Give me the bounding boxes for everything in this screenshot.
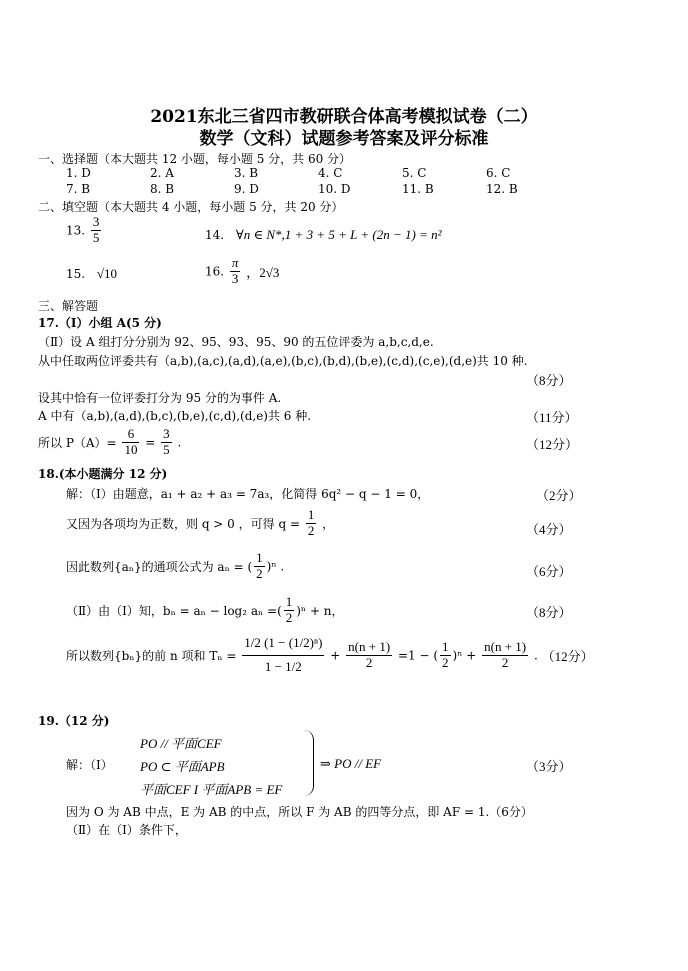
q18-line5-mid: =1 − ( xyxy=(397,648,439,663)
answer-item: 7. B xyxy=(66,182,91,196)
q19-lead: 解：（Ⅰ） xyxy=(66,758,113,772)
q18-half-fraction xyxy=(254,551,265,582)
denominator: 1 − 1/2 xyxy=(242,655,324,675)
q18-line3 xyxy=(66,551,284,582)
exponent-n: )ⁿ . xyxy=(266,559,285,574)
q17-prob-label: 所以 P（A）= xyxy=(38,435,117,450)
q15-label: 15. xyxy=(66,267,86,281)
comma: ， xyxy=(322,516,335,531)
q17-score-11: （11分） xyxy=(526,410,578,425)
q18-line4-text: （Ⅱ）由（Ⅰ）知，bₙ = aₙ − log₂ aₙ =( xyxy=(66,603,282,618)
answer-item: 2. A xyxy=(150,166,174,180)
answer-item: 12. B xyxy=(486,182,518,196)
answer-item: 11. B xyxy=(402,182,434,196)
q17-line2: 从中任取两位评委共有（a,b),(a,c),(a,d),(a,e),(b,c),(b,d),(b,e),(c,d),(c,e),(d,e)共 10 种. xyxy=(38,354,528,368)
q19-line2: 因为 O 为 AB 中点，E 为 AB 的中点，所以 F 为 AB 的四等分点，即 AF = 1.（6分） xyxy=(66,805,533,819)
q18-line3-text: 因此数列{aₙ}的通项公式为 aₙ = ( xyxy=(66,559,253,574)
q19-condition-1: PO // 平面CEF xyxy=(140,736,222,751)
q18-line5 xyxy=(66,636,594,675)
q18-heading: 18.(本小题满分 12 分) xyxy=(38,467,168,481)
numerator: 1 xyxy=(442,639,449,654)
fill-answer-13 xyxy=(66,215,103,246)
denominator: 10 xyxy=(124,441,138,457)
exam-title: 2021东北三省四市教研联合体高考模拟试卷（二） xyxy=(150,107,538,127)
q18-line1: 解：（Ⅰ）由题意，a₁ + a₂ + a₃ = 7a₃，化简得 6q² − q − 1 = 0， xyxy=(66,487,430,501)
q19-conclusion: ⇒ PO // EF xyxy=(320,756,382,771)
q18-score-4: （4分） xyxy=(526,522,572,537)
q18-line2 xyxy=(66,508,334,539)
answer-item: 8. B xyxy=(150,182,175,196)
q17-line4: A 中有（a,b),(a,d),(b,c),(b,e),(c,d),(d,e)共 6 种. xyxy=(38,409,312,423)
fill-answer-14 xyxy=(205,227,442,243)
denominator: 2 xyxy=(256,565,263,581)
plus-sign: + xyxy=(330,648,341,663)
q13-numerator: 3 xyxy=(92,214,100,229)
denominator: 2 xyxy=(346,655,392,671)
q18-line4-end: )ⁿ + n， xyxy=(296,603,344,618)
answer-item: 6. C xyxy=(486,166,511,180)
numerator: 1 xyxy=(256,550,263,565)
right-brace xyxy=(303,730,314,796)
denominator: 2 xyxy=(482,655,528,671)
answer-item: 10. D xyxy=(318,182,351,196)
fill-answer-16 xyxy=(205,256,279,287)
numerator: 6 xyxy=(127,426,135,441)
q19-line3: （Ⅱ）在（Ⅰ）条件下， xyxy=(66,823,187,837)
q16-rest: ，2√3 xyxy=(246,264,280,280)
q18-score-12: （12分） xyxy=(541,648,594,664)
q17-line5 xyxy=(38,427,181,458)
q17-score-8: （8分） xyxy=(526,373,572,388)
q18-score-6: （6分） xyxy=(526,564,572,579)
q19-condition-2: PO ⊂ 平面APB xyxy=(140,759,225,774)
q18-half-fraction xyxy=(440,640,451,671)
q18-score-8: （8分） xyxy=(526,605,572,620)
equals-sign: = xyxy=(145,435,156,450)
answer-item: 9. D xyxy=(234,182,259,196)
q17-fraction-2 xyxy=(161,427,172,458)
numerator: n(n + 1) xyxy=(348,639,391,654)
q14-label: 14. xyxy=(205,228,225,242)
period: . xyxy=(533,648,538,663)
denominator: 2 xyxy=(285,609,293,625)
answer-item: 1. D xyxy=(66,166,91,180)
q17-line1: （Ⅱ）设 A 组打分分别为 92、95、93、95、90 的五位评委为 a,b,c,d,e. xyxy=(38,335,434,349)
q18-half-fraction xyxy=(284,595,295,626)
q16-denominator: 3 xyxy=(230,271,241,287)
answer-item: 5. C xyxy=(402,166,427,180)
period: . xyxy=(177,435,182,450)
q14-expression: ∀n ∈ N*,1 + 3 + 5 + L + (2n − 1) = n² xyxy=(235,227,442,242)
section3-heading: 三、解答题 xyxy=(38,299,99,313)
q17-score-12: （12分） xyxy=(526,437,579,452)
answer-item: 3. B xyxy=(234,166,259,180)
q19-condition-3: 平面CEF I 平面APB = EF xyxy=(140,782,283,797)
q17-fraction-1 xyxy=(122,427,139,458)
q17-heading: 17.（Ⅰ）小组 A(5 分) xyxy=(38,316,162,330)
numerator: 3 xyxy=(163,426,170,441)
q15-expression: √10 xyxy=(96,266,118,281)
answer-item: 4. C xyxy=(318,166,343,180)
denominator: 2 xyxy=(307,522,315,538)
q18-nn1-fraction xyxy=(482,640,528,671)
section1-heading: 一、选择题（本大题共 12 小题，每小题 5 分，共 60 分） xyxy=(38,152,352,166)
q16-numerator: π xyxy=(231,255,239,270)
q18-score-2: （2分） xyxy=(536,488,582,503)
q18-line5-text: 所以数列{bₙ}的前 n 项和 Tₙ = xyxy=(66,648,237,663)
q18-line2-text: 又因为各项均为正数，则 q > 0 ，可得 q = xyxy=(66,516,300,531)
q18-half-fraction xyxy=(306,508,317,539)
q18-nn1-fraction xyxy=(346,640,392,671)
numerator: 1 xyxy=(307,507,315,522)
q18-line5-mid2: )ⁿ + xyxy=(452,648,477,663)
q16-label: 16. xyxy=(205,264,225,279)
section2-heading: 二、填空题（本大题共 4 小题，每小题 5 分，共 20 分） xyxy=(38,200,344,214)
numerator: 1 xyxy=(285,594,293,609)
denominator: 5 xyxy=(163,441,170,457)
q13-label: 13. xyxy=(66,223,86,238)
fill-answer-15 xyxy=(66,266,117,282)
q18-sum-fraction xyxy=(242,636,324,675)
q16-fraction xyxy=(230,256,241,287)
q17-line3: 设其中恰有一位评委打分为 95 分的为事件 A. xyxy=(38,391,282,405)
q18-line4 xyxy=(66,595,344,626)
denominator: 2 xyxy=(442,654,449,670)
q13-fraction xyxy=(91,215,102,246)
q19-heading: 19.（12 分) xyxy=(38,714,110,728)
numerator: 1/2 (1 − (1/2)ⁿ) xyxy=(244,635,323,650)
q13-denominator: 5 xyxy=(92,229,100,245)
numerator: n(n + 1) xyxy=(484,639,527,654)
exam-subtitle: 数学（文科）试题参考答案及评分标准 xyxy=(199,129,489,149)
q19-score-3: （3分） xyxy=(526,759,572,774)
